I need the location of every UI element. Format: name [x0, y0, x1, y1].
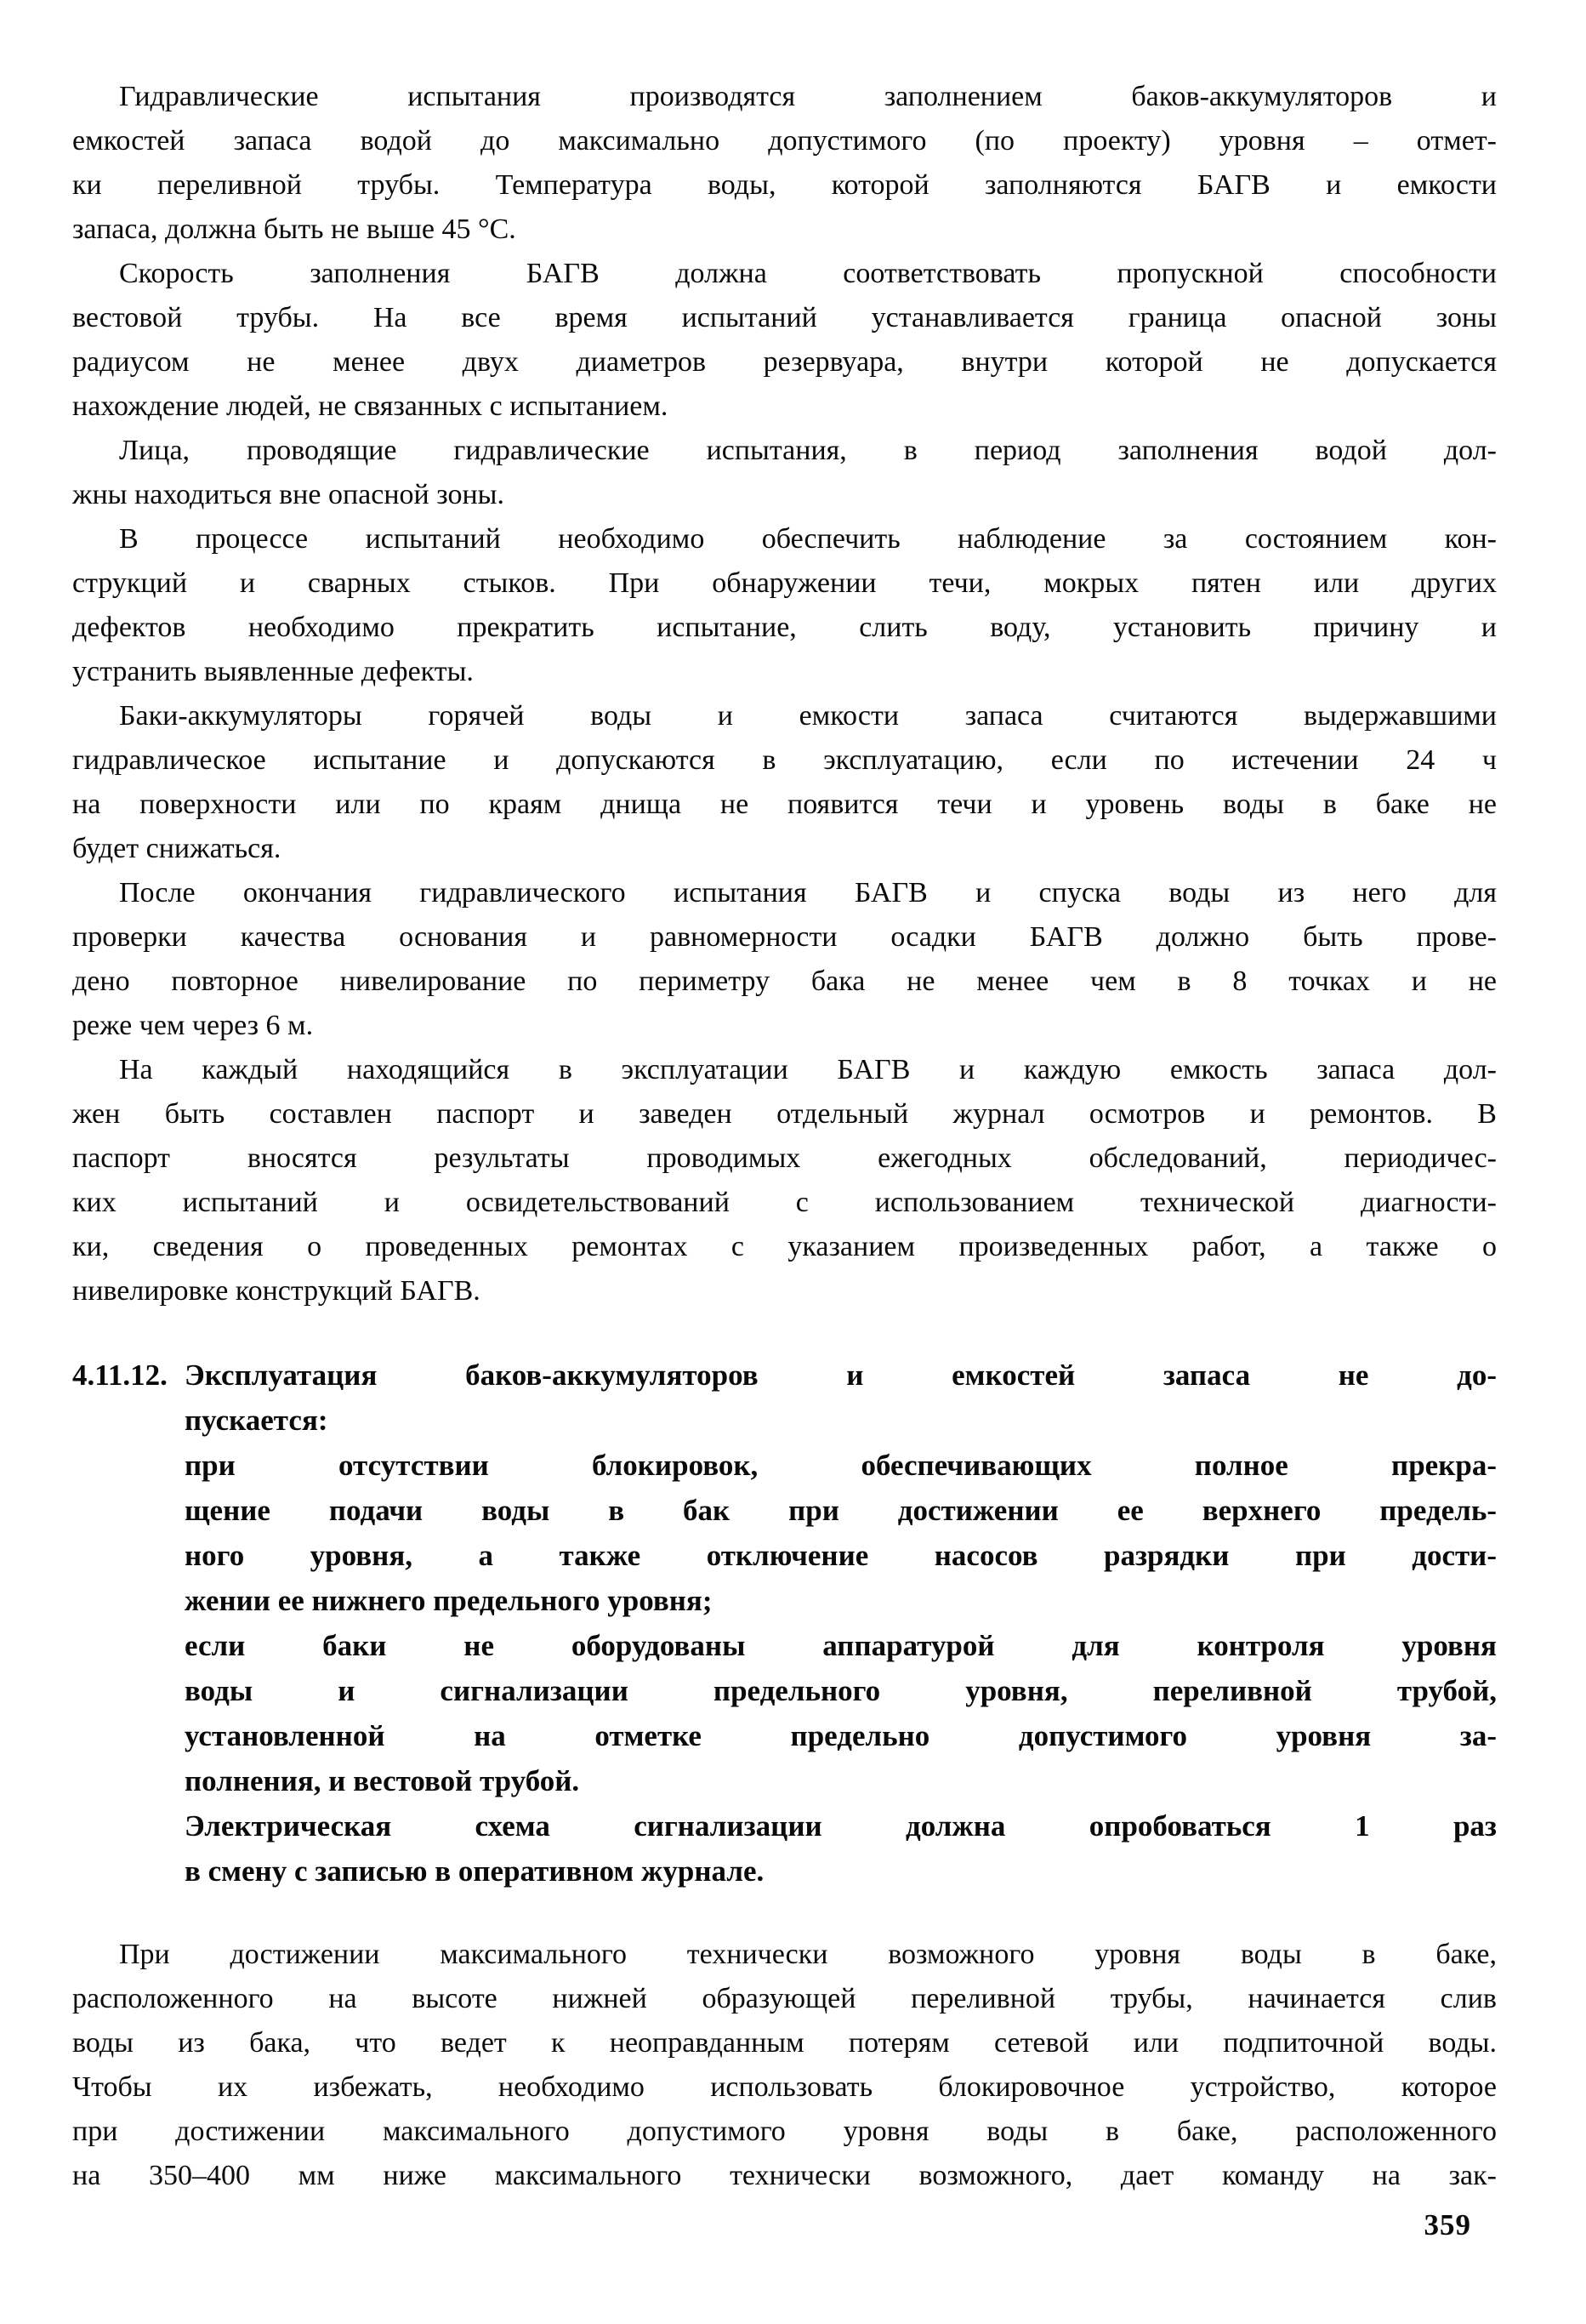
- text-line: на 350–400 мм ниже максимального технически возможного, дает команду на зак-: [72, 2160, 1497, 2191]
- text-line: Гидравлические испытания производятся заполнением баков-аккумуляторов и: [119, 81, 1497, 112]
- text-line: если баки не оборудованы аппаратурой для контроля уровня: [185, 1629, 1497, 1662]
- page-number: 359: [1424, 2208, 1471, 2241]
- text-line: радиусом не менее двух диаметров резервуара, внутри которой не допускается: [72, 346, 1497, 378]
- text-line: жении ее нижнего предельного уровня;: [185, 1584, 713, 1617]
- page-content: [72, 75, 1497, 2198]
- text-line: жен быть составлен паспорт и заведен отдельный журнал осмотров и ремонтов. В: [72, 1098, 1497, 1130]
- text-line: ки переливной трубы. Температура воды, которой заполняются БАГВ и емкости: [72, 169, 1497, 201]
- body-paragraph: [72, 252, 1497, 429]
- text-line: Эксплуатация баков-аккумуляторов и емкостей запаса не до-: [185, 1359, 1497, 1392]
- body-paragraph: [72, 1048, 1497, 1313]
- text-line: При достижении максимального технически возможного уровня воды в баке,: [119, 1939, 1497, 1970]
- text-line: нивелировке конструкций БАГВ.: [72, 1275, 480, 1307]
- text-line: нахождение людей, не связанных с испытанием.: [72, 390, 668, 422]
- text-line: при отсутствии блокировок, обеспечивающих полное прекра-: [185, 1449, 1497, 1482]
- text-line: ких испытаний и освидетельствований с использованием технической диагности-: [72, 1187, 1497, 1218]
- text-line: установленной на отметке предельно допустимого уровня за-: [185, 1719, 1497, 1752]
- text-line: полнения, и вестовой трубой.: [185, 1764, 580, 1797]
- text-line: расположенного на высоте нижней образующей переливной трубы, начинается слив: [72, 1983, 1497, 2014]
- text-line: будет снижаться.: [72, 833, 281, 864]
- text-line: на поверхности или по краям днища не появится течи и уровень воды в баке не: [72, 789, 1497, 820]
- text-line: паспорт вносятся результаты проводимых ежегодных обследований, периодичес-: [72, 1142, 1497, 1174]
- text-line: запаса, должна быть не выше 45 °С.: [72, 214, 516, 245]
- text-line: Баки-аккумуляторы горячей воды и емкости запаса считаются выдержавшими: [119, 700, 1497, 732]
- text-line: На каждый находящийся в эксплуатации БАГВ и каждую емкость запаса дол-: [119, 1054, 1497, 1085]
- text-line: ки, сведения о проведенных ремонтах с указанием произведенных работ, а также о: [72, 1231, 1497, 1262]
- text-line: в смену с записью в оперативном журнале.: [185, 1854, 765, 1888]
- body-paragraph: [72, 871, 1497, 1048]
- text-line: при достижении максимального допустимого уровня воды в баке, расположенного: [72, 2116, 1497, 2147]
- text-line: Лица, проводящие гидравлические испытания, в период заполнения водой дол-: [119, 435, 1497, 466]
- text-line: гидравлическое испытание и допускаются в эксплуатацию, если по истечении 24 ч: [72, 744, 1497, 776]
- text-line: устранить выявленные дефекты.: [72, 656, 474, 687]
- body-paragraph: [72, 1933, 1497, 2198]
- text-line: Чтобы их избежать, необходимо использовать блокировочное устройство, которое: [72, 2071, 1497, 2103]
- text-line: Электрическая схема сигнализации должна опробоваться 1 раз: [185, 1809, 1497, 1843]
- text-line: дено повторное нивелирование по периметру бака не менее чем в 8 точках и не: [72, 965, 1497, 997]
- text-line: вестовой трубы. На все время испытаний устанавливается граница опасной зоны: [72, 302, 1497, 333]
- body-paragraph: [72, 517, 1497, 694]
- section-number: 4.11.12.: [72, 1359, 168, 1392]
- text-line: пускается:: [185, 1404, 328, 1437]
- text-line: воды и сигнализации предельного уровня, переливной трубой,: [185, 1674, 1497, 1707]
- text-line: щение подачи воды в бак при достижении ее верхнего предель-: [185, 1494, 1497, 1527]
- body-paragraph: [72, 429, 1497, 517]
- section-paragraph: [72, 1353, 1497, 1894]
- text-line: дефектов необходимо прекратить испытание, слить воду, установить причину и: [72, 612, 1497, 643]
- text-line: струкций и сварных стыков. При обнаружении течи, мокрых пятен или других: [72, 567, 1497, 599]
- text-line: ного уровня, а также отключение насосов разрядки при дости-: [185, 1539, 1497, 1572]
- body-paragraph: [72, 694, 1497, 871]
- text-line: В процессе испытаний необходимо обеспечить наблюдение за состоянием кон-: [119, 523, 1497, 555]
- text-line: жны находиться вне опасной зоны.: [72, 479, 505, 510]
- text-line: После окончания гидравлического испытания БАГВ и спуска воды из него для: [119, 877, 1497, 909]
- text-line: Скорость заполнения БАГВ должна соответствовать пропускной способности: [119, 258, 1497, 289]
- body-paragraph: [72, 75, 1497, 252]
- text-line: проверки качества основания и равномерности осадки БАГВ должно быть прове-: [72, 921, 1497, 953]
- text-line: воды из бака, что ведет к неоправданным потерям сетевой или подпиточной воды.: [72, 2027, 1497, 2059]
- text-line: емкостей запаса водой до максимально допустимого (по проекту) уровня – отмет-: [72, 125, 1497, 157]
- text-line: реже чем через 6 м.: [72, 1010, 314, 1041]
